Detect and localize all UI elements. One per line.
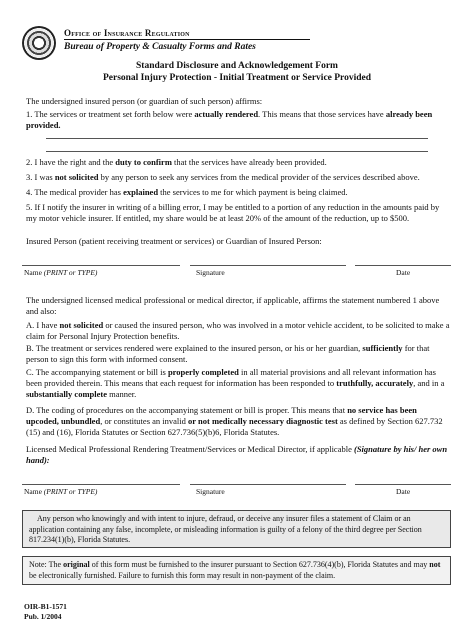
statement-c — [26, 367, 450, 400]
provider-signature-intro-emphasis: (Signature by his/ her own hand): — [26, 444, 448, 465]
provider-signature-line[interactable] — [190, 484, 346, 485]
statement-d-text-2: , or constitutes an invalid — [100, 416, 189, 426]
item-2-emphasis: duty to confirm — [115, 157, 172, 167]
item-4-emphasis: explained — [123, 187, 159, 197]
insured-intro: The undersigned insured person (or guardian of such person) affirms: — [26, 96, 263, 106]
item-1-text: 1. The services or treatment set forth below were — [26, 109, 195, 119]
statement-a — [26, 320, 450, 342]
statement-c-emphasis-2: truthfully, accurately — [336, 378, 414, 388]
statement-d — [26, 405, 450, 438]
provider-name-label — [24, 487, 97, 496]
bureau-name: Bureau of Property & Casualty Forms and Rates — [64, 42, 256, 52]
statement-c-emphasis: properly completed — [167, 367, 239, 377]
item-3-text: 3. I was — [26, 172, 55, 182]
statement-a-text: A. I have — [26, 320, 60, 330]
item-1-emphasis-2: already been provided. — [26, 109, 433, 130]
provider-intro: The undersigned licensed medical professional or medical director, if applicable, affirms the statement numbered 1 above and also: — [26, 295, 440, 316]
item-1-emphasis: actually rendered — [194, 109, 259, 119]
statement-b-text-2: for that person to sign this form with informed consent. — [26, 343, 430, 364]
insured-signature-intro: Insured Person (patient receiving treatment or services) or Guardian of Insured Person: — [26, 236, 322, 246]
note-emphasis-2: not — [429, 560, 441, 569]
provider-name-line[interactable] — [22, 484, 180, 485]
note-text: Note: The — [29, 560, 64, 569]
publication-date: Pub. 1/2004 — [24, 612, 62, 621]
insured-name-line[interactable] — [22, 265, 180, 266]
statement-a-text-2: or caused the insured person, who was involved in a motor vehicle accident, to be solicited to make a claim for Personal Injury Protection benefits. — [26, 320, 450, 341]
statement-c-text-4: manner. — [107, 389, 137, 399]
statement-c-emphasis-3: substantially complete — [26, 389, 107, 399]
item-1-text-2: . This means that those services have — [258, 109, 386, 119]
insured-signature-line[interactable] — [190, 265, 346, 266]
statement-b-emphasis: sufficiently — [362, 343, 403, 353]
item-3-emphasis: not solicited — [54, 172, 99, 182]
statement-a-emphasis: not solicited — [59, 320, 104, 330]
form-number: OIR-B1-1571 — [24, 602, 67, 611]
state-seal-icon — [22, 26, 56, 60]
insured-signature-label: Signature — [196, 268, 225, 277]
statement-c-text: C. The accompanying statement or bill is — [26, 367, 168, 377]
provider-signature-intro — [26, 444, 450, 466]
fraud-warning-box: Any person who knowingly and with intent to injure, defraud, or deceive any insurer files a statement of Claim or an application containing any false, incomplete, or misleading information is guilty of a felony of the third degree per Section 817.234(1)(b), Florida Statutes. — [22, 510, 451, 548]
statement-d-emphasis: no service has been upcoded, unbundled — [26, 405, 417, 426]
statement-b — [26, 343, 450, 365]
office-name: Office of Insurance Regulation — [64, 28, 190, 38]
item-4-text: 4. The medical provider has — [26, 187, 124, 197]
insured-name-label — [24, 268, 97, 277]
name-label-text: Name — [24, 268, 44, 277]
statement-b-text: B. The treatment or services rendered were explained to the insured person, or his or her guardian, — [26, 343, 363, 353]
header-divider — [64, 39, 310, 40]
statement-c-text-3: , and in a — [413, 378, 445, 388]
statement-d-text: D. The coding of procedures on the accompanying statement or bill is proper. This means that — [26, 405, 348, 415]
provider-date-line[interactable] — [355, 484, 451, 485]
item-4 — [26, 187, 450, 198]
item-2 — [26, 157, 450, 168]
note-text-2: of this form must be furnished to the insurer pursuant to Section 627.736(4)(b), Florida Statutes and may — [89, 560, 430, 569]
insured-date-label: Date — [396, 268, 411, 277]
name-label-hint: (PRINT or TYPE) — [43, 268, 98, 277]
item-5: 5. If I notify the insurer in writing of a billing error, I may be entitled to a portion of any reduction in the amounts paid by my motor vehicle insurer. If entitled, my share would be at least 20% of the amount of the reduction, up to $500. — [26, 202, 440, 223]
insured-date-line[interactable] — [355, 265, 451, 266]
item-3 — [26, 172, 450, 183]
item-3-text-2: by any person to seek any services from the medical provider of the services described above. — [98, 172, 420, 182]
statement-d-text-3: as defined by Section 627.732 (15) and (16), Florida Statutes or Section 627.736(5)(b)6, Florida Statutes. — [26, 416, 443, 437]
name-label-hint: (PRINT or TYPE) — [43, 487, 98, 496]
note-box — [22, 556, 451, 585]
name-label-text: Name — [24, 487, 44, 496]
form-title: Standard Disclosure and Acknowledgement Form — [136, 61, 338, 71]
statement-d-emphasis-2: or not medically necessary diagnostic test — [188, 416, 338, 426]
provider-signature-label: Signature — [196, 487, 225, 496]
provider-signature-intro-text: Licensed Medical Professional Rendering Treatment/Services or Medical Director, if applicable — [26, 444, 354, 454]
statement-c-text-2: in all material provisions and all relevant information has been provided therein. This means that each request for information has been responded to — [26, 367, 436, 388]
item-4-text-2: the services to me for which payment is being claimed. — [158, 187, 348, 197]
item-1 — [26, 109, 450, 131]
item-2-text-2: that the services have already been provided. — [171, 157, 327, 167]
provider-date-label: Date — [396, 487, 411, 496]
services-line-2[interactable] — [46, 151, 428, 152]
note-emphasis: original — [63, 560, 90, 569]
item-2-text: 2. I have the right and the — [26, 157, 116, 167]
services-line-1[interactable] — [46, 138, 428, 139]
note-text-3: be electronically furnished. Failure to furnish this form may result in non-payment of the claim. — [29, 570, 336, 580]
form-subtitle: Personal Injury Protection - Initial Treatment or Service Provided — [102, 73, 372, 83]
